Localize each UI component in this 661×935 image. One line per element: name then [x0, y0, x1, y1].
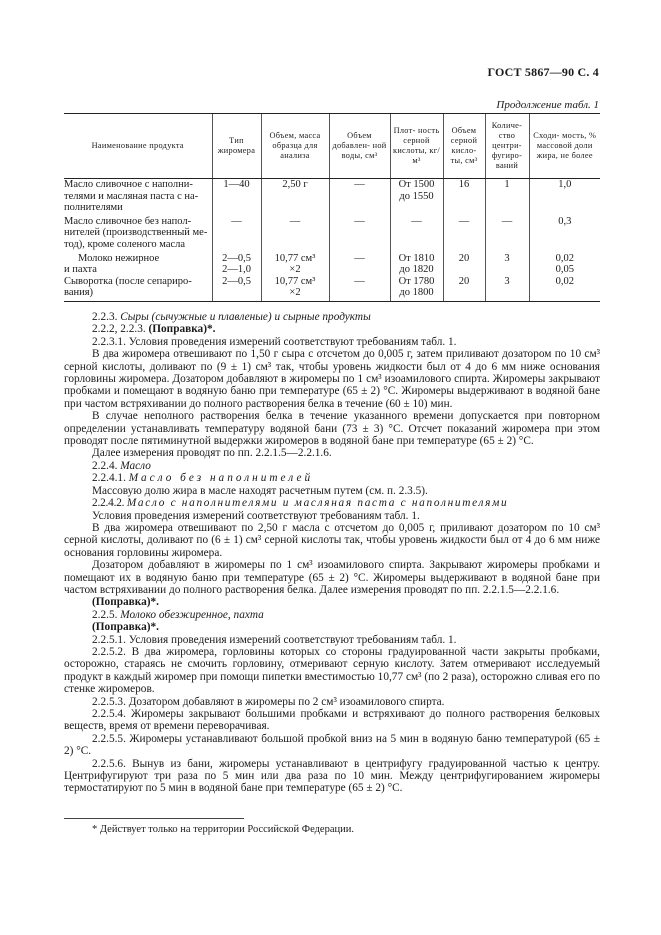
column-header: Объем добавлен- ной воды, см³	[329, 114, 390, 179]
cell-convergence: 1,0	[529, 179, 600, 214]
paragraph: Условия проведения измерений соответствуют требованиям табл. 1.	[92, 509, 420, 522]
clause-number: 2.2.4.	[92, 459, 121, 472]
clause-number: 2.2.2, 2.2.3.	[92, 323, 149, 336]
clause-number: 2.2.4.2.	[92, 497, 127, 510]
cell-volume-line: 10,77 см³	[274, 275, 316, 287]
cell-volume	[261, 276, 329, 302]
paragraph: 2.2.5.6. Вынув из бани, жиромеры устанавливают в центрифугу градуированной частью к центру. Центрифугируют три раза по 5 мин или два раза по 10 мин. Между центрифугированием жиромеры термостатируют по 5 мин в водяной бане при температуре (65 ± 2) °С.	[64, 757, 600, 795]
paragraph: 2.2.5.5. Жиромеры устанавливают большой пробкой вниз на 5 мин в водяную баню температурой (65 ± 2) °С.	[64, 732, 600, 758]
table-header-row	[64, 114, 600, 179]
cell-product: Масло сливочное с наполни- телями и масляная паста с на- полнителями	[64, 179, 199, 214]
clause-number: 2.2.3.	[92, 311, 121, 323]
body-text	[64, 311, 600, 795]
section-heading: Сыры (сычужные и плавленые) и сырные продукты	[120, 311, 371, 323]
cell-product	[64, 251, 212, 276]
paragraph	[64, 323, 600, 335]
paragraph	[64, 621, 600, 633]
column-header: Объем, масса образца для анализа	[261, 114, 329, 179]
cell-acid: 16	[443, 179, 485, 214]
column-header: Плот- ность серной кислоты, кг/м³	[390, 114, 443, 179]
footnote-divider	[64, 818, 244, 819]
column-header: Количе- ство центри- фугиро- ваний	[485, 114, 529, 179]
cell-count: —	[485, 214, 529, 251]
cell-water: —	[329, 276, 390, 302]
page-header: ГОСТ 5867—90 С. 4	[487, 65, 599, 79]
cell-type	[212, 251, 261, 276]
cell-type-line: 2—0,5	[222, 252, 251, 264]
cell-density-line: От 1810	[398, 252, 435, 264]
paragraph: Дозатором добавляют в жиромеры по 1 см³ изоамилового спирта. Закрывают жиромеры пробками и помещают их в водяную баню при температуре (65 ± 2) °С. Жиромеры выдерживают в водяной бане при частом встряхивании до полного растворения белка. Далее измерения проводят по пп. 2.2.1.5—2.2.1.6.	[64, 559, 600, 596]
paragraph	[64, 460, 600, 472]
table-continuation-label: Продолжение табл. 1	[496, 99, 599, 111]
cell-density: От 1500 до 1550	[390, 179, 443, 214]
cell-product-line: Молоко нежирное	[78, 252, 160, 264]
cell-product-line: и пахта	[64, 264, 97, 276]
cell-volume-line: ×2	[289, 264, 301, 276]
cell-water: —	[329, 251, 390, 276]
cell-type: —	[212, 214, 261, 251]
column-header: Сходи- мость, % массовой доли жира, не более	[529, 114, 600, 179]
paragraph: В случае неполного растворения белка в течение указанного времени допускается при повторном определении устанавливать температуру водяной бани (73 ± 3) °С. Отсчет показаний жиромера при этом проводят после пятиминутной выдержки жиромеров в водяной бане при температуре (65 ± 2) °С.	[64, 410, 600, 448]
paragraph: 2.2.5.4. Жиромеры закрывают большими пробками и встряхивают до полного растворения белковых веществ, время от времени переворачивая.	[64, 708, 600, 733]
cell-volume-line: ×2	[289, 287, 301, 299]
paragraph	[64, 311, 600, 323]
amendment-note: (Поправка)*.	[92, 596, 159, 609]
cell-volume-line: 10,77 см³	[274, 252, 316, 264]
cell-density	[390, 251, 443, 276]
cell-product: Сыворотка (после сепариро- вания)	[64, 276, 212, 302]
cell-volume	[261, 251, 329, 276]
cell-count: 1	[485, 179, 529, 214]
paragraph: Далее измерения проводят по пп. 2.2.1.5—2.2.1.6.	[92, 447, 332, 460]
section-heading: Масло	[120, 459, 151, 472]
cell-product: Масло сливочное без напол- нителей (производственный ме- тод), кроме соленого масла	[64, 215, 208, 250]
data-table	[64, 113, 600, 302]
cell-type: 2—0,5	[212, 276, 261, 302]
cell-water: —	[329, 214, 390, 251]
paragraph: 2.2.5.1. Условия проведения измерений соответствуют требованиям табл. 1.	[92, 633, 457, 646]
cell-volume: —	[261, 214, 329, 251]
cell-type-line: 2—1,0	[222, 264, 251, 276]
cell-volume: 2,50 г	[261, 179, 329, 214]
table-row	[64, 179, 600, 214]
amendment-note: (Поправка)*.	[92, 621, 159, 634]
paragraph	[64, 609, 600, 621]
column-header: Тип жиромера	[212, 114, 261, 179]
cell-type: 1—40	[212, 179, 261, 214]
table-row	[64, 251, 600, 276]
column-header: Объем серной кисло- ты, см³	[443, 114, 485, 179]
cell-convergence-line: 0,05	[555, 264, 574, 276]
paragraph: 2.2.5.3. Дозатором добавляют в жиромеры по 2 см³ изоамилового спирта.	[92, 695, 445, 708]
column-header: Наименование продукта	[64, 114, 212, 179]
clause-number: 2.2.5.	[92, 608, 121, 621]
amendment-note: (Поправка)*.	[148, 323, 216, 336]
section-heading: Молоко обезжиренное, пахта	[120, 608, 264, 621]
cell-convergence	[529, 251, 600, 276]
cell-count: 3	[485, 251, 529, 276]
cell-convergence: 0,3	[529, 214, 600, 251]
paragraph: 2.2.3.1. Условия проведения измерений соответствуют требованиям табл. 1.	[92, 335, 457, 348]
cell-convergence-line: 0,02	[555, 252, 574, 264]
cell-convergence: 0,02	[529, 276, 600, 302]
paragraph: 2.2.5.2. В два жиромера, горловины которых со стороны градуированной части закрыты пробками, осторожно, стараясь не смочить горловину, отмеривают серную кислоту. Затем отмеривают исследуемый продукт в каждый жиромер при помощи пипетки вместимостью 10,77 см³ (по 2 раза), осторожно сливая его по стенке жиромеров.	[64, 645, 600, 696]
cell-count: 3	[485, 276, 529, 302]
table-row	[64, 276, 600, 302]
section-heading: Масло без наполнителей	[128, 472, 314, 485]
cell-density: От 1780 до 1800	[390, 276, 443, 302]
cell-acid: 20	[443, 276, 485, 302]
cell-density-line: до 1820	[399, 264, 434, 276]
cell-density: —	[390, 214, 443, 251]
clause-number: 2.2.4.1.	[92, 472, 129, 485]
paragraph: Массовую долю жира в масле находят расчетным путем (см. п. 2.3.5).	[92, 484, 428, 497]
paragraph	[64, 596, 600, 608]
paragraph: В два жиромера отвешивают по 1,50 г сыра с отсчетом до 0,005 г, затем приливают дозатором по 10 см³ серной кислоты, доливают по (9 ± 1) см³ так, чтобы уровень жидкости был от 4 до 6 мм ниже основания горловины жиромера. Дозатором добавляют в жиромеры по 1 см³ изоамилового спирта. Жиромеры закрывают пробками и помещают в водяную баню при температуре (65 ± 2) °С. Жиромеры выдерживают в водяной бане при частом встряхивании до полного растворения белка в течение (60 ± 10) мин.	[64, 348, 600, 410]
cell-water: —	[329, 179, 390, 214]
footnote: * Действует только на территории Российской Федерации.	[92, 824, 354, 835]
cell-acid: —	[443, 214, 485, 251]
paragraph	[64, 472, 600, 484]
paragraph: В два жиромера отвешивают по 2,50 г масла с отсчетом до 0,005 г, приливают дозатором по 10 см³ серной кислоты, доливают по (6 ± 1) см³ серной кислоты так, чтобы уровень жидкости был от 4 до 6 мм ниже основания горловины жиромера.	[64, 521, 600, 559]
cell-acid: 20	[443, 251, 485, 276]
section-heading: Масло с наполнителями и масляная паста с наполнителями	[126, 497, 509, 510]
paragraph	[64, 497, 600, 509]
table-row	[64, 214, 600, 251]
